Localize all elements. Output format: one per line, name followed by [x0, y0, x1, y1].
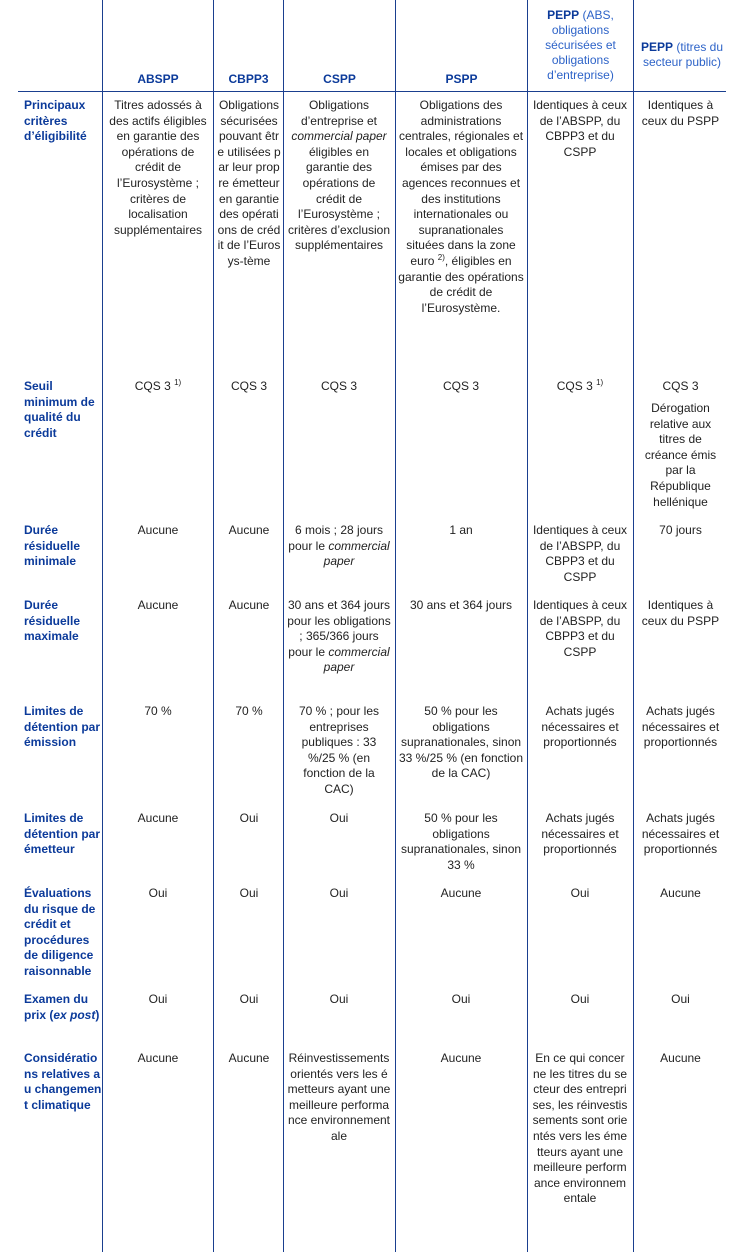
row-label-max-maturity: Durée résiduelle maximale — [24, 598, 81, 644]
cell-issue-abspp: 70 % — [144, 704, 172, 718]
row-label-issuer-limits: Limites de détention par émetteur — [24, 811, 101, 857]
cell-climate-abspp: Aucune — [137, 1051, 179, 1065]
cell-climate-pepp-abs: En ce qui concerne les titres du secteur des entreprises, les réinvestissements sont orientés vers les émetteurs ayant une meilleure performance environnementale — [532, 1051, 628, 1206]
cell-quality-cbpp3: CQS 3 — [230, 379, 267, 393]
cell-issuer-pspp: 50 % pour les obligations supranationales, sinon 33 % — [400, 811, 522, 872]
cell-price-pepp-public: Oui — [671, 992, 690, 1006]
cell-quality-cspp: CQS 3 — [320, 379, 357, 393]
cell-eligibility-pepp-public: Identiques à ceux du PSPP — [641, 98, 720, 128]
cell-minmat-pepp-public: 70 jours — [659, 523, 702, 537]
cell-risk-pepp-abs: Oui — [570, 886, 590, 900]
cell-climate-cspp: Réinvestissements orientés vers les émetteurs ayant une meilleure performance environnementale — [287, 1051, 391, 1143]
header-pepp-abs: PEPP (ABS, obligations sécurisées et obligations d’entreprise) — [545, 8, 616, 82]
cell-issue-pepp-abs: Achats jugés nécessaires et proportionnés — [541, 704, 619, 750]
row-label-climate: Considérations relatives au changement climatique — [24, 1051, 102, 1112]
cell-eligibility-cbpp3: Obligations sécurisées pouvant être utilisées par leur propre émetteur en garantie des opérations de crédit de l’Eurosys-tème — [217, 98, 281, 268]
row-label-min-maturity: Durée résiduelle minimale — [24, 523, 81, 569]
cell-climate-pepp-public: Aucune — [660, 1051, 701, 1065]
row-label-issue-limits: Limites de détention par émission — [24, 704, 101, 750]
header-cspp: CSPP — [323, 72, 356, 86]
cell-minmat-cspp: 6 mois ; 28 jours pour le commercial paper — [288, 523, 390, 569]
cell-maxmat-pepp-public: Identiques à ceux du PSPP — [641, 598, 720, 628]
cell-eligibility-abspp: Titres adossés à des actifs éligibles en garantie des opérations de crédit de l’Eurosystème ; critères de localisation supplémentaires — [109, 98, 207, 237]
cell-risk-pepp-public: Aucune — [660, 886, 701, 900]
header-pepp-public: PEPP (titres du secteur public) — [640, 40, 724, 69]
cell-issuer-abspp: Aucune — [137, 811, 179, 825]
cell-price-pepp-abs: Oui — [570, 992, 590, 1006]
header-rule — [18, 91, 726, 92]
row-label-credit-risk: Évaluations du risque de crédit et procédures de diligence raisonnable — [24, 886, 96, 978]
cell-eligibility-pspp: Obligations des administrations centrales, régionales et locales et obligations émises par des agences reconnues et des institutions internationales ou supranationales situées dans la zone euro $^{2)}$, éligibles en garantie des opérations de crédit de l’Eurosystème. — [398, 98, 524, 315]
cell-issue-pepp-public: Achats jugés nécessaires et proportionnés — [641, 704, 720, 750]
cell-issue-cbpp3: 70 % — [235, 704, 263, 718]
cell-risk-cbpp3: Oui — [239, 886, 259, 900]
cell-eligibility-cspp: Obligations d’entreprise et commercial paper éligibles en garantie des opérations de crédit de l’Eurosystème ; critères d’exclusion supplémentaires — [287, 98, 391, 253]
cell-quality-pepp-abs: CQS 3 $^{1)}$ — [556, 378, 604, 393]
column-divider — [527, 0, 528, 1252]
cell-quality-abspp: CQS 3 $^{1)}$ — [134, 378, 182, 393]
column-divider — [633, 0, 634, 1252]
cell-maxmat-cspp: 30 ans et 364 jours pour les obligations ; 365/366 jours pour le commercial paper — [287, 598, 391, 675]
cell-price-cspp: Oui — [329, 992, 349, 1006]
row-label-price-review: Examen du prix (ex post) — [24, 992, 100, 1022]
cell-maxmat-abspp: Aucune — [137, 598, 179, 612]
header-pspp: PSPP — [445, 72, 478, 86]
header-abspp: ABSPP — [137, 72, 179, 86]
row-label-credit-quality: Seuil minimum de qualité du crédit — [24, 379, 95, 440]
cell-issuer-cspp: Oui — [329, 811, 349, 825]
cell-maxmat-pspp: 30 ans et 364 jours — [409, 598, 513, 612]
column-divider — [283, 0, 284, 1252]
cell-minmat-pepp-abs: Identiques à ceux de l’ABSPP, du CBPP3 et du CSPP — [532, 523, 628, 584]
cell-issuer-pepp-abs: Achats jugés nécessaires et proportionnés — [541, 811, 619, 857]
cell-minmat-cbpp3: Aucune — [228, 523, 270, 537]
cell-minmat-abspp: Aucune — [137, 523, 179, 537]
cell-issuer-cbpp3: Oui — [239, 811, 259, 825]
column-divider — [213, 0, 214, 1252]
cell-risk-pspp: Aucune — [440, 886, 482, 900]
cell-issue-pspp: 50 % pour les obligations supranationales, sinon 33 %/25 % (en fonction de la CAC) — [398, 704, 524, 781]
cell-issue-cspp: 70 % ; pour les entreprises publiques : 33 %/25 % (en fonction de la CAC) — [298, 704, 380, 796]
column-divider — [102, 0, 103, 1252]
cell-quality-pspp: CQS 3 — [442, 379, 479, 393]
column-divider — [395, 0, 396, 1252]
cell-price-abspp: Oui — [148, 992, 168, 1006]
row-label-eligibility: Principaux critères d’éligibilité — [24, 98, 87, 144]
cell-risk-cspp: Oui — [329, 886, 349, 900]
cell-maxmat-pepp-abs: Identiques à ceux de l’ABSPP, du CBPP3 et du CSPP — [532, 598, 628, 659]
cell-quality-pepp-public-derogation: Dérogation relative aux titres de créance émis par la République hellénique — [644, 401, 717, 509]
cell-maxmat-cbpp3: Aucune — [228, 598, 270, 612]
cell-risk-abspp: Oui — [148, 886, 168, 900]
cell-price-cbpp3: Oui — [239, 992, 259, 1006]
cell-climate-pspp: Aucune — [440, 1051, 482, 1065]
cell-issuer-pepp-public: Achats jugés nécessaires et proportionnés — [641, 811, 720, 857]
cell-minmat-pspp: 1 an — [449, 523, 473, 537]
cell-quality-pepp-public: CQS 3 — [662, 379, 699, 393]
cell-climate-cbpp3: Aucune — [228, 1051, 270, 1065]
cell-price-pspp: Oui — [451, 992, 471, 1006]
header-cbpp3: CBPP3 — [228, 72, 269, 86]
cell-eligibility-pepp-abs: Identiques à ceux de l’ABSPP, du CBPP3 et du CSPP — [532, 98, 628, 159]
